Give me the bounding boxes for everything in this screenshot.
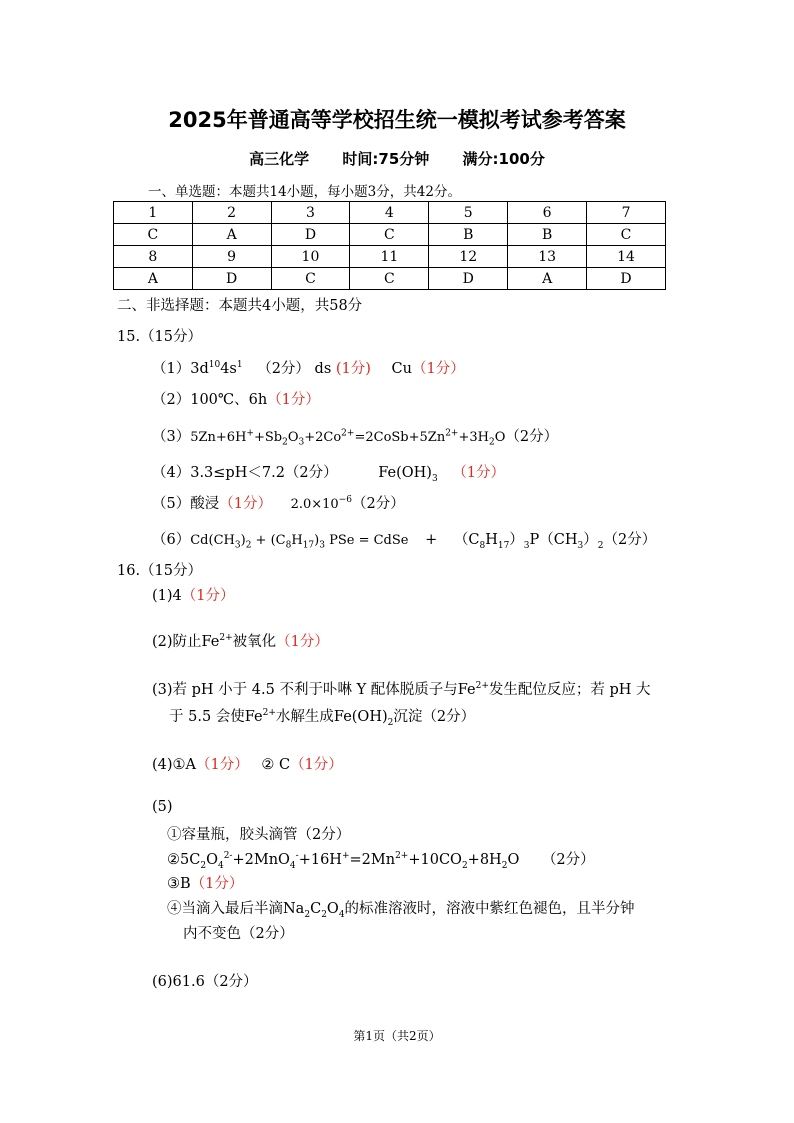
text: (3)若 pH 小于 4.5 不利于卟啉 Y 配体脱质子与Fe xyxy=(152,682,476,698)
table-cell: 7 xyxy=(587,202,666,224)
points-red: （1分） xyxy=(181,588,235,604)
text: ② C xyxy=(261,757,291,773)
table-cell: C xyxy=(350,268,429,290)
text: （2）100℃、6h xyxy=(152,392,268,408)
sub: 2 xyxy=(200,860,207,871)
section2-heading: 二、非选择题：本题共4小题，共58分 xyxy=(117,298,363,314)
points-red: （1分） xyxy=(290,757,343,773)
sub: 2 xyxy=(597,540,604,551)
sub: 2 xyxy=(321,909,327,920)
sub: 17 xyxy=(497,540,510,551)
q16-part1 xyxy=(152,584,235,605)
q16-part3-line2 xyxy=(169,705,475,726)
table-cell: B xyxy=(429,224,508,246)
table-cell: 2 xyxy=(192,202,271,224)
q16-part5-item4-line1 xyxy=(167,897,635,918)
table-cell: 4 xyxy=(350,202,429,224)
equation xyxy=(190,428,506,448)
table-cell: D xyxy=(192,268,271,290)
sup: + xyxy=(246,428,254,439)
q16-part6: (6)61.6（2分） xyxy=(152,974,258,990)
text: 于 5.5 会使Fe xyxy=(169,709,263,725)
q16-part3-line1 xyxy=(152,678,651,699)
sub: 2 xyxy=(387,717,394,728)
sub: 3 xyxy=(319,540,325,551)
table-cell: D xyxy=(429,268,508,290)
points-red: （1分） xyxy=(452,465,506,481)
text: +3H xyxy=(458,430,489,445)
text: O xyxy=(206,852,218,868)
text: （1）3d xyxy=(152,361,209,377)
text: 发生配位反应；若 pH 大 xyxy=(488,682,651,698)
points-red: （1分） xyxy=(196,757,249,773)
text: 的标准溶液时，溶液中紫红色褪色，且半分钟 xyxy=(344,901,635,917)
text: PSe = CdSe xyxy=(329,533,409,548)
sub: 2 xyxy=(501,860,508,871)
text: ） xyxy=(509,532,524,548)
q16-part5-item1: ①容量瓶，胶头滴管（2分） xyxy=(167,827,351,843)
sup: 2+ xyxy=(445,428,459,439)
q16-part4 xyxy=(152,753,343,774)
points: （2分） xyxy=(603,532,657,548)
table-cell: C xyxy=(114,224,193,246)
sup: 10 xyxy=(208,360,221,371)
text: (4)①A xyxy=(152,757,197,773)
sub: 3 xyxy=(431,473,438,484)
text: O xyxy=(287,430,299,445)
table-cell: 11 xyxy=(350,246,429,268)
text: +2MnO xyxy=(232,852,290,868)
table-row xyxy=(114,224,666,246)
q16-part5-item3 xyxy=(167,872,243,893)
text: +2Co xyxy=(304,430,342,445)
table-row xyxy=(114,202,666,224)
text: （4）3.3≤pH＜7.2（2分） xyxy=(152,465,338,481)
text: 被氧化 xyxy=(232,634,277,650)
sup: 2+ xyxy=(262,708,276,719)
text: (1)4 xyxy=(152,588,182,604)
sub: 4 xyxy=(217,860,224,871)
text: (CH xyxy=(208,533,235,548)
sup: - xyxy=(295,851,299,862)
text: O xyxy=(507,852,520,868)
table-cell: D xyxy=(587,268,666,290)
table-cell: C xyxy=(271,268,350,290)
table-row xyxy=(114,246,666,268)
text: ) xyxy=(314,533,320,548)
text: (2)防止Fe xyxy=(152,634,220,650)
table-cell: 12 xyxy=(429,246,508,268)
sup: 2+ xyxy=(341,428,355,439)
text: （C xyxy=(453,532,480,548)
text: （3） xyxy=(152,429,191,445)
q16-part2 xyxy=(152,630,329,651)
sup: −6 xyxy=(338,495,352,506)
text: O xyxy=(326,901,339,917)
q16-title: 16.（15分） xyxy=(117,563,203,579)
page-footer: 第1页（共2页） xyxy=(353,1029,441,1043)
text: +Sb xyxy=(253,430,283,445)
q15-part2 xyxy=(152,388,320,409)
table-cell: 1 xyxy=(114,202,193,224)
sub: 4 xyxy=(338,909,345,920)
points: （2分） xyxy=(351,496,405,512)
q15-part4 xyxy=(152,461,505,482)
sub: 4 xyxy=(289,860,296,871)
q16-part5-item2 xyxy=(167,848,595,869)
table-cell: D xyxy=(271,224,350,246)
points: （2分） xyxy=(505,429,559,445)
table-cell: 9 xyxy=(192,246,271,268)
text: +16H xyxy=(298,852,342,868)
equation xyxy=(190,533,409,551)
q16-part5-item4-line2: 内不变色（2分） xyxy=(183,926,294,942)
sub: 17 xyxy=(302,540,315,551)
text: （6） xyxy=(152,532,191,548)
text: 4s xyxy=(220,361,237,377)
sup: 2- xyxy=(223,851,233,862)
sub: 3 xyxy=(298,437,305,448)
text: Cd xyxy=(190,533,209,548)
text: P（CH xyxy=(529,532,578,548)
q15-part6 xyxy=(152,528,656,549)
text: ④当滴入最后半滴Na xyxy=(167,901,305,917)
table-cell: A xyxy=(114,268,193,290)
text: 沉淀（2分） xyxy=(393,709,476,725)
text: + (C xyxy=(251,533,286,548)
sub: 2 xyxy=(282,437,288,448)
sup: 2+ xyxy=(219,633,233,644)
text: ②5C xyxy=(167,852,201,868)
sub: 8 xyxy=(479,540,486,551)
table-cell: 13 xyxy=(508,246,587,268)
section1-heading: 一、单选题：本题共14小题，每小题3分，共42分。 xyxy=(148,184,461,200)
points-red: （1分） xyxy=(411,361,465,377)
table-cell: C xyxy=(587,224,666,246)
q15-part1 xyxy=(152,357,465,378)
text: ） xyxy=(583,532,598,548)
text: 水解生成Fe(OH) xyxy=(275,709,388,725)
table-cell: A xyxy=(508,268,587,290)
table-cell: 14 xyxy=(587,246,666,268)
text: +10CO xyxy=(408,852,462,868)
table-cell: C xyxy=(350,224,429,246)
table-cell: 3 xyxy=(271,202,350,224)
sub: 3 xyxy=(523,540,530,551)
points-red: （1分） xyxy=(276,634,329,650)
text: ds xyxy=(314,361,332,377)
q15-part3 xyxy=(152,425,558,446)
sup: 2+ xyxy=(475,681,489,692)
text: Fe(OH) xyxy=(378,465,432,481)
text: Cu xyxy=(391,361,412,377)
q16-part5-label: (5) xyxy=(152,799,173,815)
text: H xyxy=(485,532,498,548)
points-red: （1分） xyxy=(267,392,320,408)
score-label: 满分:100分 xyxy=(462,150,545,168)
table-cell: 6 xyxy=(508,202,587,224)
text: +8H xyxy=(467,852,502,868)
subject-label: 高三化学 xyxy=(249,150,310,168)
q15-title: 15.（15分） xyxy=(117,329,203,345)
sup: 1 xyxy=(236,360,243,371)
text: 2.0×10 xyxy=(290,497,339,512)
points: （2分） xyxy=(541,852,595,868)
table-cell: B xyxy=(508,224,587,246)
points-red: (1分) xyxy=(335,361,371,377)
sub: 2 xyxy=(461,860,468,871)
table-row xyxy=(114,268,666,290)
table-cell: 8 xyxy=(114,246,193,268)
table-cell: 10 xyxy=(271,246,350,268)
table-cell: 5 xyxy=(429,202,508,224)
sub: 3 xyxy=(577,540,584,551)
sub: 3 xyxy=(234,540,241,551)
text: ③B xyxy=(167,876,191,892)
text: =2Mn xyxy=(349,852,396,868)
text: + xyxy=(425,532,438,548)
answer-table xyxy=(113,201,666,290)
sub: 2 xyxy=(488,437,495,448)
points-red: （1分） xyxy=(219,496,272,512)
sub: 2 xyxy=(245,540,252,551)
text: =2CoSb+5Zn xyxy=(354,430,446,445)
table-cell: A xyxy=(192,224,271,246)
text: H xyxy=(291,533,303,548)
text: O xyxy=(494,430,506,445)
points-red: （1分） xyxy=(190,876,244,892)
q15-part5 xyxy=(152,492,405,513)
sup: 2+ xyxy=(395,851,409,862)
sup: + xyxy=(341,851,350,862)
text: C xyxy=(310,901,322,917)
text: 5Zn+6H xyxy=(190,430,247,445)
points: （2分） xyxy=(257,361,310,377)
page-title: 2025年普通高等学校招生统一模拟考试参考答案 xyxy=(168,108,626,132)
exam-info xyxy=(0,148,794,169)
time-label: 时间:75分钟 xyxy=(342,150,430,168)
text: （5）酸浸 xyxy=(152,496,220,512)
text: ) xyxy=(240,533,246,548)
sub: 8 xyxy=(285,540,292,551)
sub: 2 xyxy=(304,909,311,920)
